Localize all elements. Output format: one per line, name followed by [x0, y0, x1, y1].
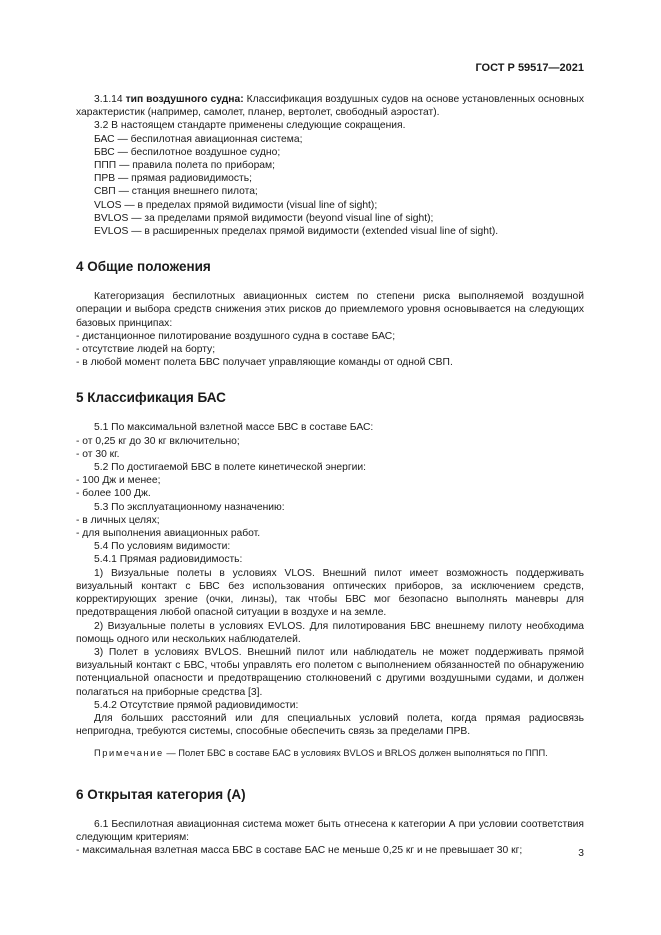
clause-line: 5.2 По достигаемой БВС в полете кинетической энергии:	[94, 462, 366, 474]
abbreviation-line: ПРВ — прямая радиовидимость;	[94, 173, 252, 185]
paragraph-3-2: 3.2 В настоящем стандарте применены следующие сокращения.	[94, 120, 406, 132]
standard-header: ГОСТ Р 59517—2021	[475, 62, 584, 74]
page-content	[76, 93, 584, 857]
paragraph-5-4-2-text: Для больших расстояний или для специальных условий полета, когда прямая радиосвязь непригодна, требуются системы, способные обеспечить связь за пределами ПРВ.	[76, 712, 584, 738]
list-item: - дистанционное пилотирование воздушного судна в составе БАС;	[76, 330, 396, 342]
abbreviation-line: VLOS — в пределах прямой видимости (visual line of sight);	[94, 199, 378, 211]
page-number: 3	[578, 848, 584, 859]
list-item: - в любой момент полета БВС получает управляющие команды от одной СВП.	[76, 357, 453, 369]
clause-line: 5.3 По эксплуатационному назначению:	[94, 501, 285, 513]
visibility-paragraph: 2) Визуальные полеты в условиях EVLOS. Для пилотирования БВС внешнему пилоту необходима помощь одного или нескольких наблюдателей.	[76, 620, 584, 645]
term-definition: Классификация воздушных судов на основе установленных основных характеристик (например, самолет, планер, вертолет, свободный аэростат).	[76, 94, 584, 119]
note-text: — Полет БВС в составе БАС в условиях BVLOS и BRLOS должен выполняться по ППП.	[163, 748, 548, 759]
clause-line: 5.1 По максимальной взлетной массе БВС в составе БАС:	[94, 422, 374, 434]
list-item: - отсутствие людей на борту;	[76, 344, 216, 356]
visibility-paragraph: 1) Визуальные полеты в условиях VLOS. Внешний пилот имеет возможность поддерживать визуальный контакт с БВС без использования оптических приборов, за исключением средств, корректирующих зрение (очки, линзы), так чтобы БВС мог безопасно выполнять маневры для предотвращения любой опасной ситуации в воздухе и на земле.	[76, 567, 584, 619]
paragraph-3-1-14	[76, 93, 584, 119]
clause-number: 3.1.14	[94, 94, 123, 105]
list-item: - 100 Дж и менее;	[76, 475, 161, 487]
list-item: - более 100 Дж.	[76, 488, 151, 500]
paragraph-6-1: 6.1 Беспилотная авиационная система может быть отнесена к категории А при условии соответствия следующим критериям:	[76, 818, 584, 843]
section-4-intro: Категоризация беспилотных авиационных систем по степени риска выполняемой воздушной операции и выбора средств снижения этих рисков до приемлемого уровня основывается на следующих базовых принципах:	[76, 291, 584, 329]
note	[76, 747, 584, 760]
abbreviation-line: БВС — беспилотное воздушное судно;	[94, 146, 281, 158]
visibility-paragraph: 3) Полет в условиях BVLOS. Внешний пилот или наблюдатель не может поддерживать прямой визуальный контакт с БВС, чтобы управлять его полетом с выполнением обязанностей по обнаружению потенциальной опасности и предотвращению столкновений с другими воздушными судами, и должен полагаться на приборные средства [3].	[76, 646, 584, 698]
clause-line: 5.4.2 Отсутствие прямой радиовидимости:	[94, 699, 299, 711]
abbreviation-line: ППП — правила полета по приборам;	[94, 160, 275, 172]
term: тип воздушного судна:	[125, 94, 244, 105]
abbreviation-line: СВП — станция внешнего пилота;	[94, 186, 258, 198]
section-6-heading: 6 Открытая категория (А)	[76, 786, 246, 802]
clause-line: 5.4 По условиям видимости:	[94, 541, 231, 553]
abbreviation-line: BVLOS — за пределами прямой видимости (beyond visual line of sight);	[94, 212, 434, 224]
section-4-heading: 4 Общие положения	[76, 259, 211, 275]
list-item: - от 0,25 кг до 30 кг включительно;	[76, 435, 240, 447]
list-item: - от 30 кг.	[76, 448, 120, 460]
list-item: - максимальная взлетная масса БВС в составе БАС не меньше 0,25 кг и не превышает 30 кг;	[76, 844, 523, 856]
list-item: - для выполнения авиационных работ.	[76, 528, 261, 540]
list-item: - в личных целях;	[76, 514, 160, 526]
clause-line: 5.4.1 Прямая радиовидимость:	[94, 554, 243, 566]
abbreviation-line: EVLOS — в расширенных пределах прямой видимости (extended visual line of sight).	[94, 226, 499, 238]
note-label: Примечание	[94, 748, 164, 759]
section-5-heading: 5 Классификация БАС	[76, 390, 226, 406]
abbreviation-line: БАС — беспилотная авиационная система;	[94, 133, 303, 145]
